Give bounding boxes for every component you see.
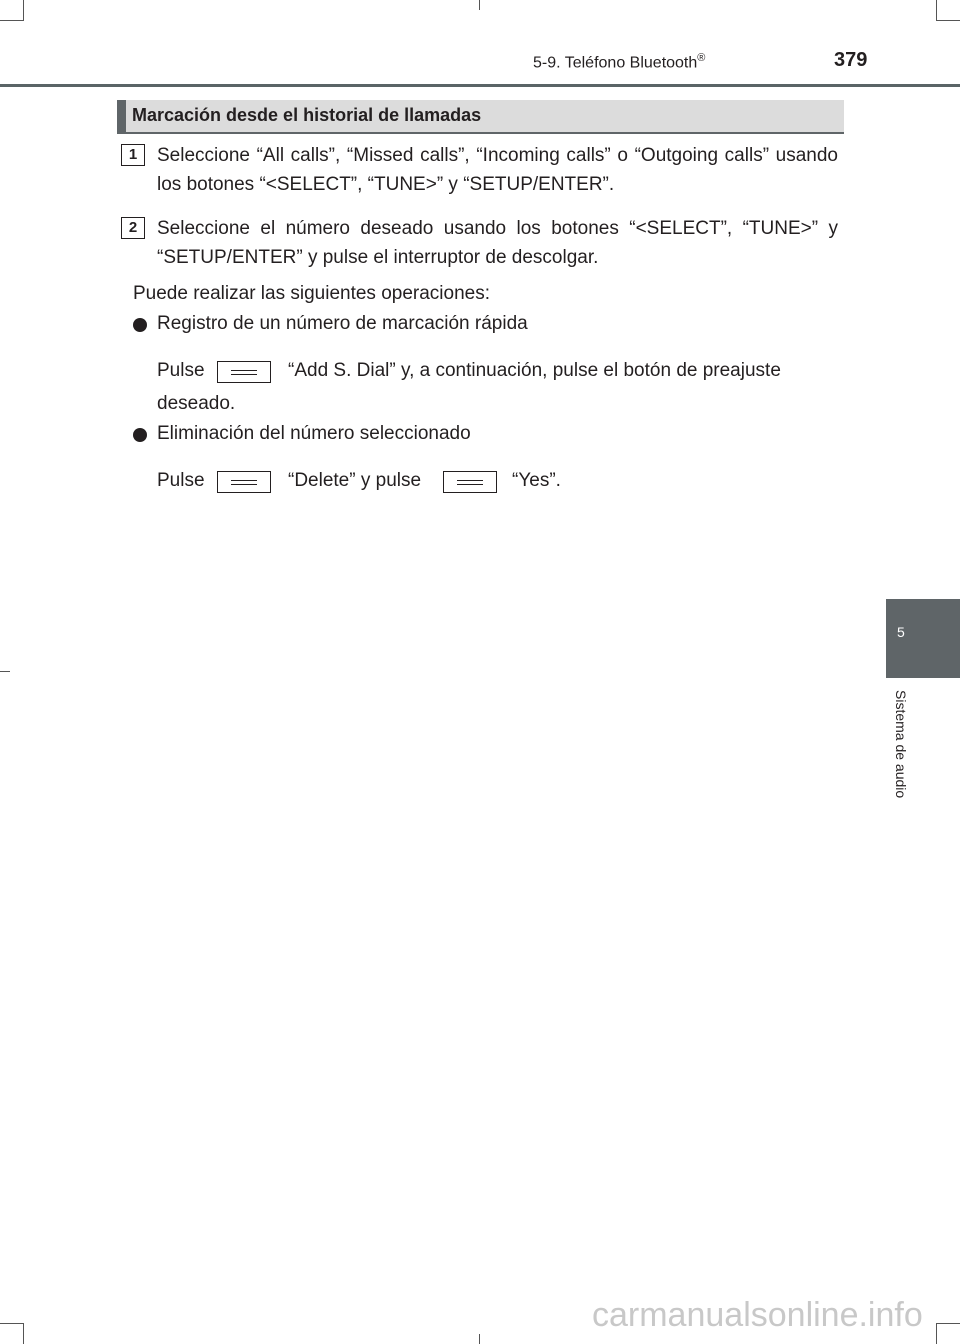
page-number: 379	[834, 49, 868, 71]
crop-mark	[936, 20, 960, 21]
step-number: 1	[121, 144, 145, 166]
instruction-text: “Add S. Dial” y, a continuación, pulse el botón de preajuste	[288, 360, 781, 381]
crop-mark	[936, 1323, 960, 1324]
operation-title: Eliminación del número seleccionado	[157, 423, 471, 444]
bullet-icon	[133, 428, 147, 442]
button-icon	[217, 361, 271, 383]
section-heading-rule	[117, 132, 844, 134]
watermark: carmanualsonline.info	[592, 1296, 923, 1334]
crop-mark	[23, 0, 24, 20]
instruction-text: Pulse	[157, 360, 205, 381]
instruction-text: “Delete” y pulse	[288, 470, 422, 491]
instruction-text: “Yes”.	[512, 470, 561, 491]
step-text: Seleccione el número deseado usando los botones “<SELECT”, “TUNE>” y “SETUP/ENTER” y pulse el interruptor de descolgar.	[157, 218, 838, 268]
crop-mark	[479, 0, 480, 10]
operation-title: Registro de un número de marcación rápida	[157, 313, 528, 334]
crop-mark	[0, 671, 10, 672]
header-rule	[0, 84, 960, 87]
bullet-icon	[133, 318, 147, 332]
crop-mark	[0, 20, 24, 21]
crop-mark	[23, 1324, 24, 1344]
crop-mark	[479, 1334, 480, 1344]
chapter-title: Sistema de audio	[893, 690, 909, 799]
crop-mark	[936, 0, 937, 20]
instruction-text: Pulse	[157, 470, 205, 491]
step-number: 2	[121, 217, 145, 239]
step-text: Seleccione “All calls”, “Missed calls”, “Incoming calls” o “Outgoing calls” usando los botones “<SELECT”, “TUNE>” y “SETUP/ENTER”.	[157, 145, 838, 195]
instruction-text: deseado.	[157, 393, 236, 414]
section-heading: Marcación desde el historial de llamadas	[132, 105, 482, 125]
button-icon	[443, 471, 497, 493]
operations-intro: Puede realizar las siguientes operaciones:	[133, 283, 490, 304]
running-header-section: 5-9. Teléfono Bluetooth®	[533, 52, 706, 72]
crop-mark	[0, 1323, 24, 1324]
chapter-number: 5	[897, 624, 905, 640]
crop-mark	[936, 1324, 937, 1344]
button-icon	[217, 471, 271, 493]
